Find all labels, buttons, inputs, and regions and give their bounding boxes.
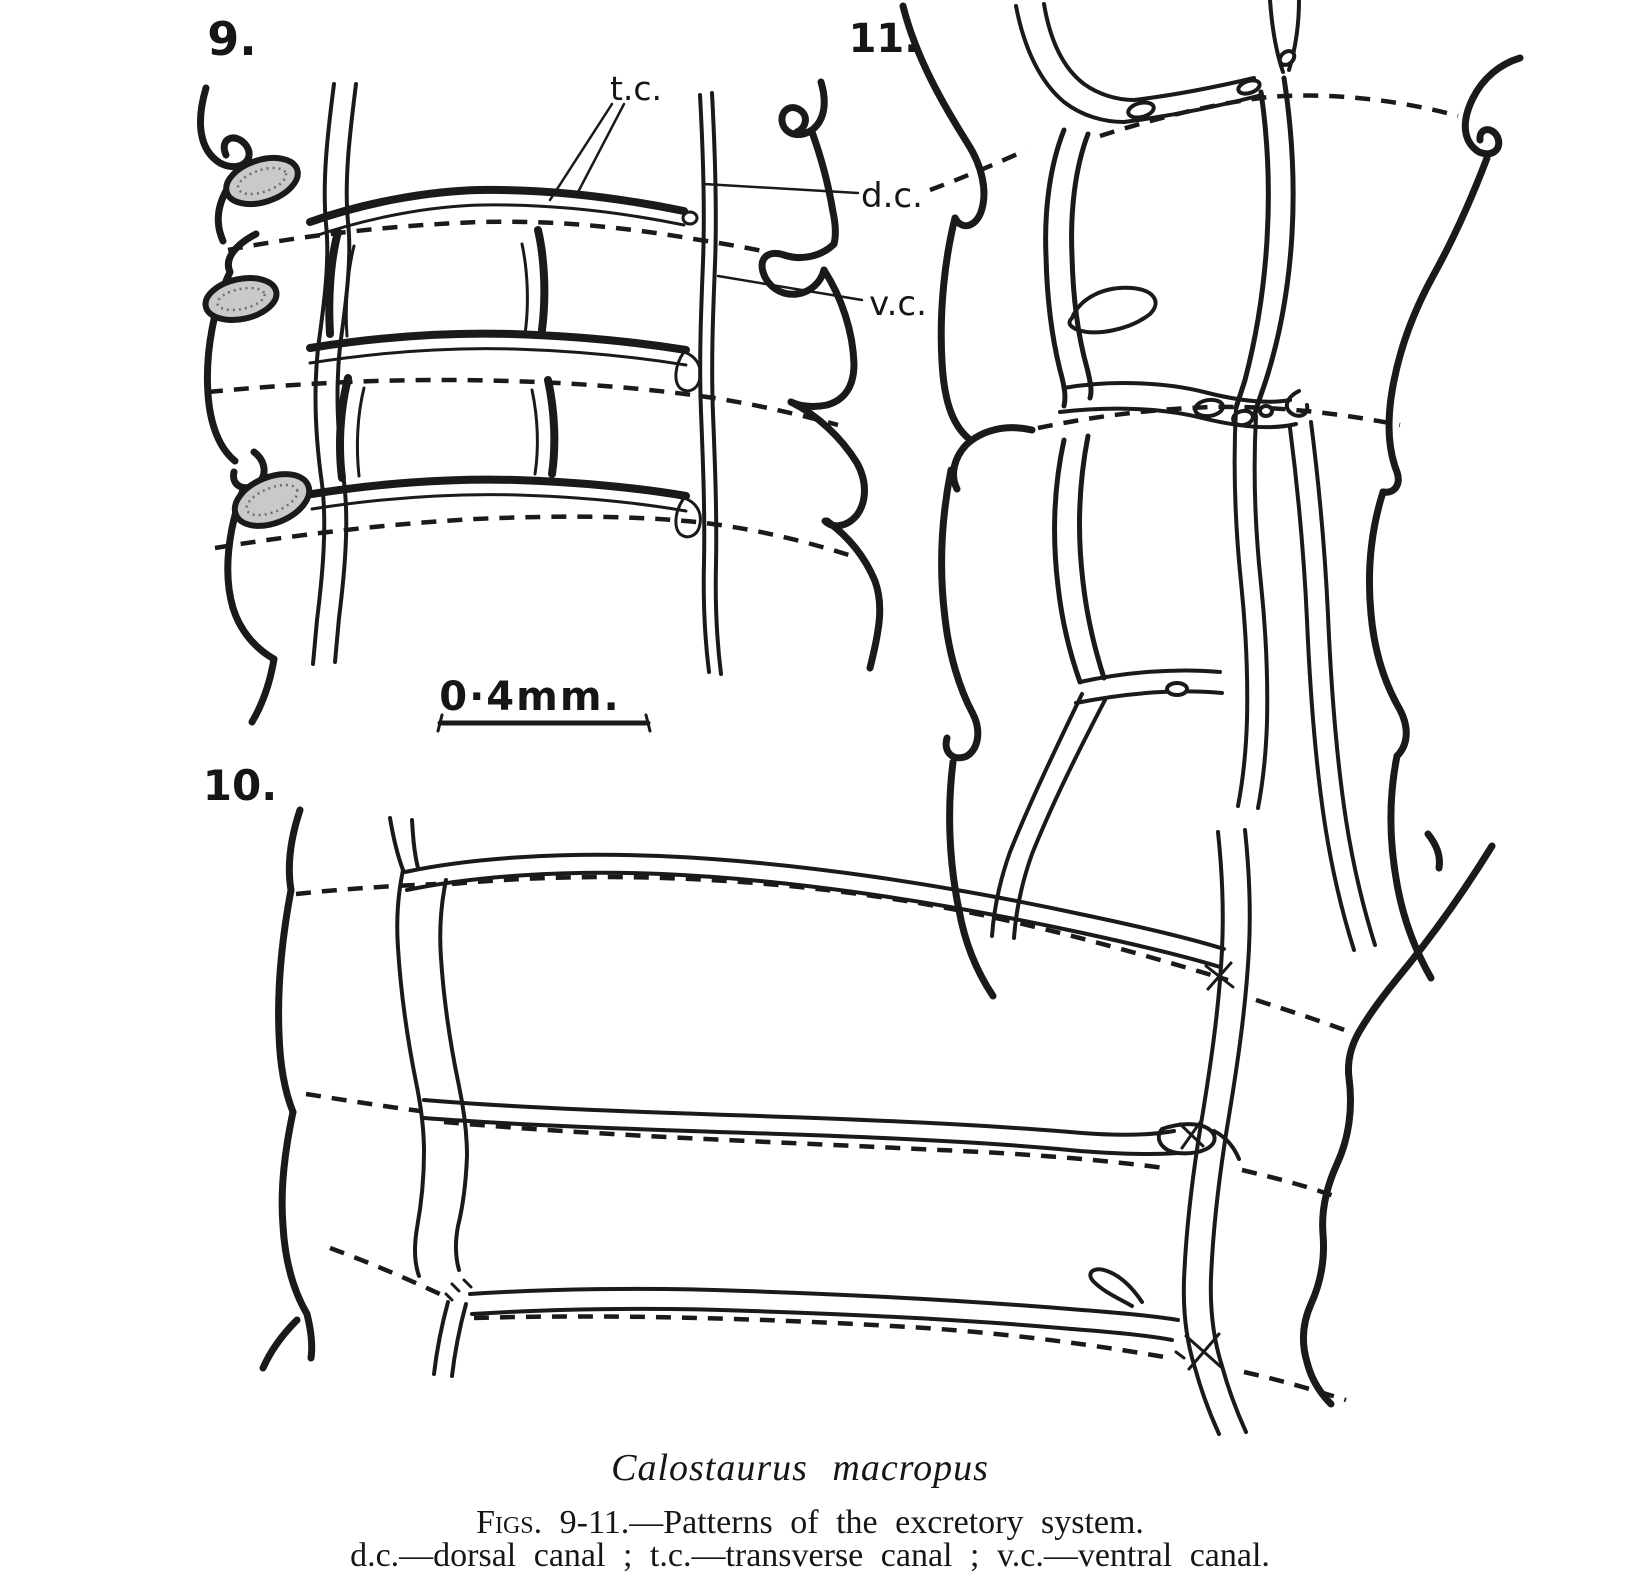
scale-bar-label: 0·4mm. [439,674,621,720]
fig10-drawing [203,761,1492,1434]
fig9-body-outline-right [762,82,880,668]
fig9-body-outline-left [200,88,316,722]
caption-figs-prefix: Figs. 9-11. [476,1504,630,1541]
fig9-number: 9. [207,12,257,66]
tc-label: t.c. [609,69,663,108]
fig10-canal-network [390,818,1250,1434]
fig11-segment-septa [930,96,1458,428]
scale-bar [438,674,650,731]
fig11-pore [1277,48,1297,67]
fig11-body-outline-right [1370,58,1521,978]
dc-label: d.c. [861,176,923,216]
fig11-drawing [849,0,1520,996]
fig11-canal-network [992,0,1375,950]
fig11-number: 11. [848,16,920,62]
species-name: Calostaurus macropus [611,1447,989,1489]
fig9-drawing [200,12,926,731]
fig9-stippled-vesicle [220,150,303,213]
fig10-junction-hatch [1176,1334,1221,1369]
fig9-stippled-vesicle [202,272,281,326]
fig11-pore [1167,683,1187,695]
vc-label: v.c. [869,284,927,324]
fig10-segment-septa [296,877,1350,1400]
fig9-stippled-vesicle [227,464,317,536]
fig10-body-outline-right [1304,834,1492,1404]
caption-title-rest: —Patterns of the excretory system. [629,1504,1144,1541]
fig9-transverse-canals [310,190,700,537]
caption [350,1447,1270,1572]
fig10-number: 10. [202,761,278,810]
caption-key: d.c.—dorsal canal ; t.c.—transverse canal ; v.c.—ventral canal. [350,1537,1270,1572]
caption-title [476,1504,1144,1541]
